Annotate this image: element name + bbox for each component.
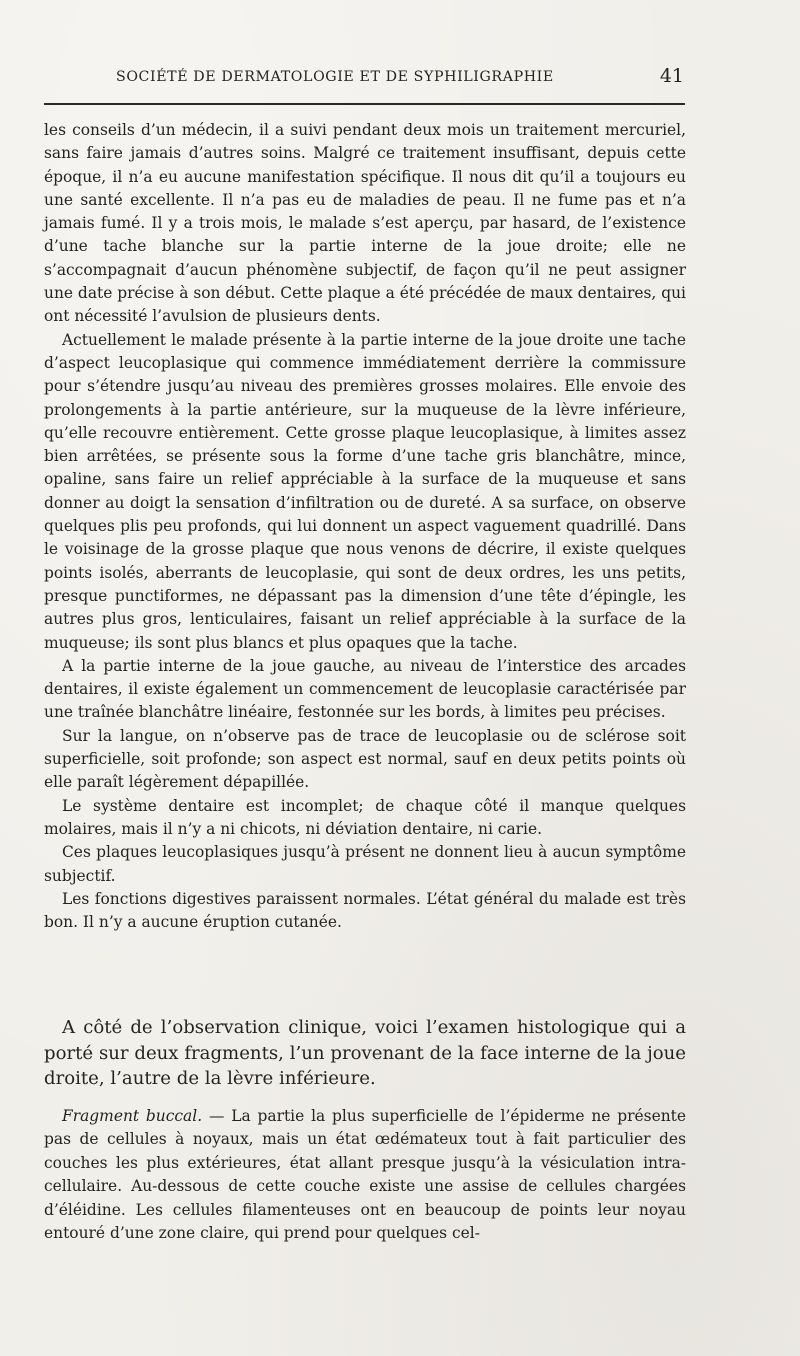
fragment-buccal-section — [44, 1105, 686, 1245]
fragment-paragraph — [44, 1105, 686, 1245]
paragraph-7: Les fonctions digestives paraissent normales. L’état général du malade est très bon. Il n’y a aucune éruption cutanée. — [44, 889, 686, 932]
fragment-text: — La partie la plus superficielle de l’épiderme ne présente pas de cellules à noyaux, mais un état œdémateux tout à fait particulier des couches les plus extérieures, état allant presque jusqu’à la vésiculation intra-cellulaire. Au-dessous de cette couche existe une assise de cellules chargées d’éléidine. Les cellules filamenteuses ont en beaucoup de points leur noyau entouré d’une zone claire, qui prend pour quelques cel- — [44, 1107, 686, 1243]
histology-intro-paragraph: A côté de l’observation clinique, voici l’examen histologique qui a porté sur deux fragments, l’un provenant de la face interne de la joue droite, l’autre de la lèvre inférieure. — [44, 1017, 686, 1089]
header-rule — [44, 103, 685, 105]
page-header — [44, 64, 686, 94]
histology-intro — [44, 1015, 686, 1092]
paragraph-1: les conseils d’un médecin, il a suivi pendant deux mois un traitement mercuriel, sans faire jamais d’autres soins. Malgré ce traitement insuffisant, depuis cette époque, il n’a eu aucune manifestation spécifique. Il nous dit qu’il a toujours eu une santé excellente. Il n’a pas eu de maladies de peau. Il ne fume pas et n’a jamais fumé. Il y a trois mois, le malade s’est aperçu, par hasard, de l’existence d’une tache blanche sur la partie interne de la joue droite; elle ne s’accompagnait d’aucun phénomène subjectif, de façon qu’il ne peut assigner une date précise à son début. Cette plaque a été précédée de maux dentaires, qui ont nécessité l’avulsion de plusieurs dents. — [44, 121, 686, 326]
clinical-observation-text — [44, 119, 686, 934]
paragraph-3: A la partie interne de la joue gauche, au niveau de l’interstice des arcades dentaires, il existe également un commencement de leucoplasie caractérisée par une traînée blanchâtre linéaire, festonnée sur les bords, à limites peu précises. — [44, 656, 686, 722]
paragraph-6: Ces plaques leucoplasiques jusqu’à présent ne donnent lieu à aucun symptôme subjectif. — [44, 843, 686, 885]
paragraph-4: Sur la langue, on n’observe pas de trace de leucoplasie ou de sclérose soit superficielle, soit profonde; son aspect est normal, sauf en deux petits points où elle paraît légèrement dépapillée. — [44, 726, 686, 792]
fragment-label: Fragment buccal. — [62, 1107, 203, 1125]
paragraph-5: Le système dentaire est incomplet; de chaque côté il manque quelques molaires, mais il n’y a ni chicots, ni déviation dentaire, ni carie. — [44, 796, 686, 838]
running-head: SOCIÉTÉ DE DERMATOLOGIE ET DE SYPHILIGRAPHIE — [116, 69, 554, 85]
paragraph-2: Actuellement le malade présente à la partie interne de la joue droite une tache d’aspect leucoplasique qui commence immédiatement derrière la commissure pour s’étendre jusqu’au niveau des premières grosses molaires. Elle envoie des prolongements à la partie antérieure, sur la muqueuse de la lèvre inférieure, qu’elle recouvre entièrement. Cette grosse plaque leucoplasique, à limites assez bien arrêtées, se présente sous la forme d’une tache gris blanchâtre, mince, opaline, sans faire un relief appréciable à la surface de la muqueuse et sans donner au doigt la sensation d’infiltration ou de dureté. A sa surface, on observe quelques plis peu profonds, qui lui donnent un aspect vaguement quadrillé. Dans le voisinage de la grosse plaque que nous venons de décrire, il existe quelques points isolés, aberrants de leucoplasie, qui sont de deux ordres, les uns petits, presque punctiformes, ne dépassant pas la dimension d’une tête d’épingle, les autres plus gros, lenticulaires, faisant un relief appréciable à la surface de la muqueuse; ils sont plus blancs et plus opaques que la tache. — [44, 330, 686, 652]
page-number: 41 — [659, 65, 684, 87]
